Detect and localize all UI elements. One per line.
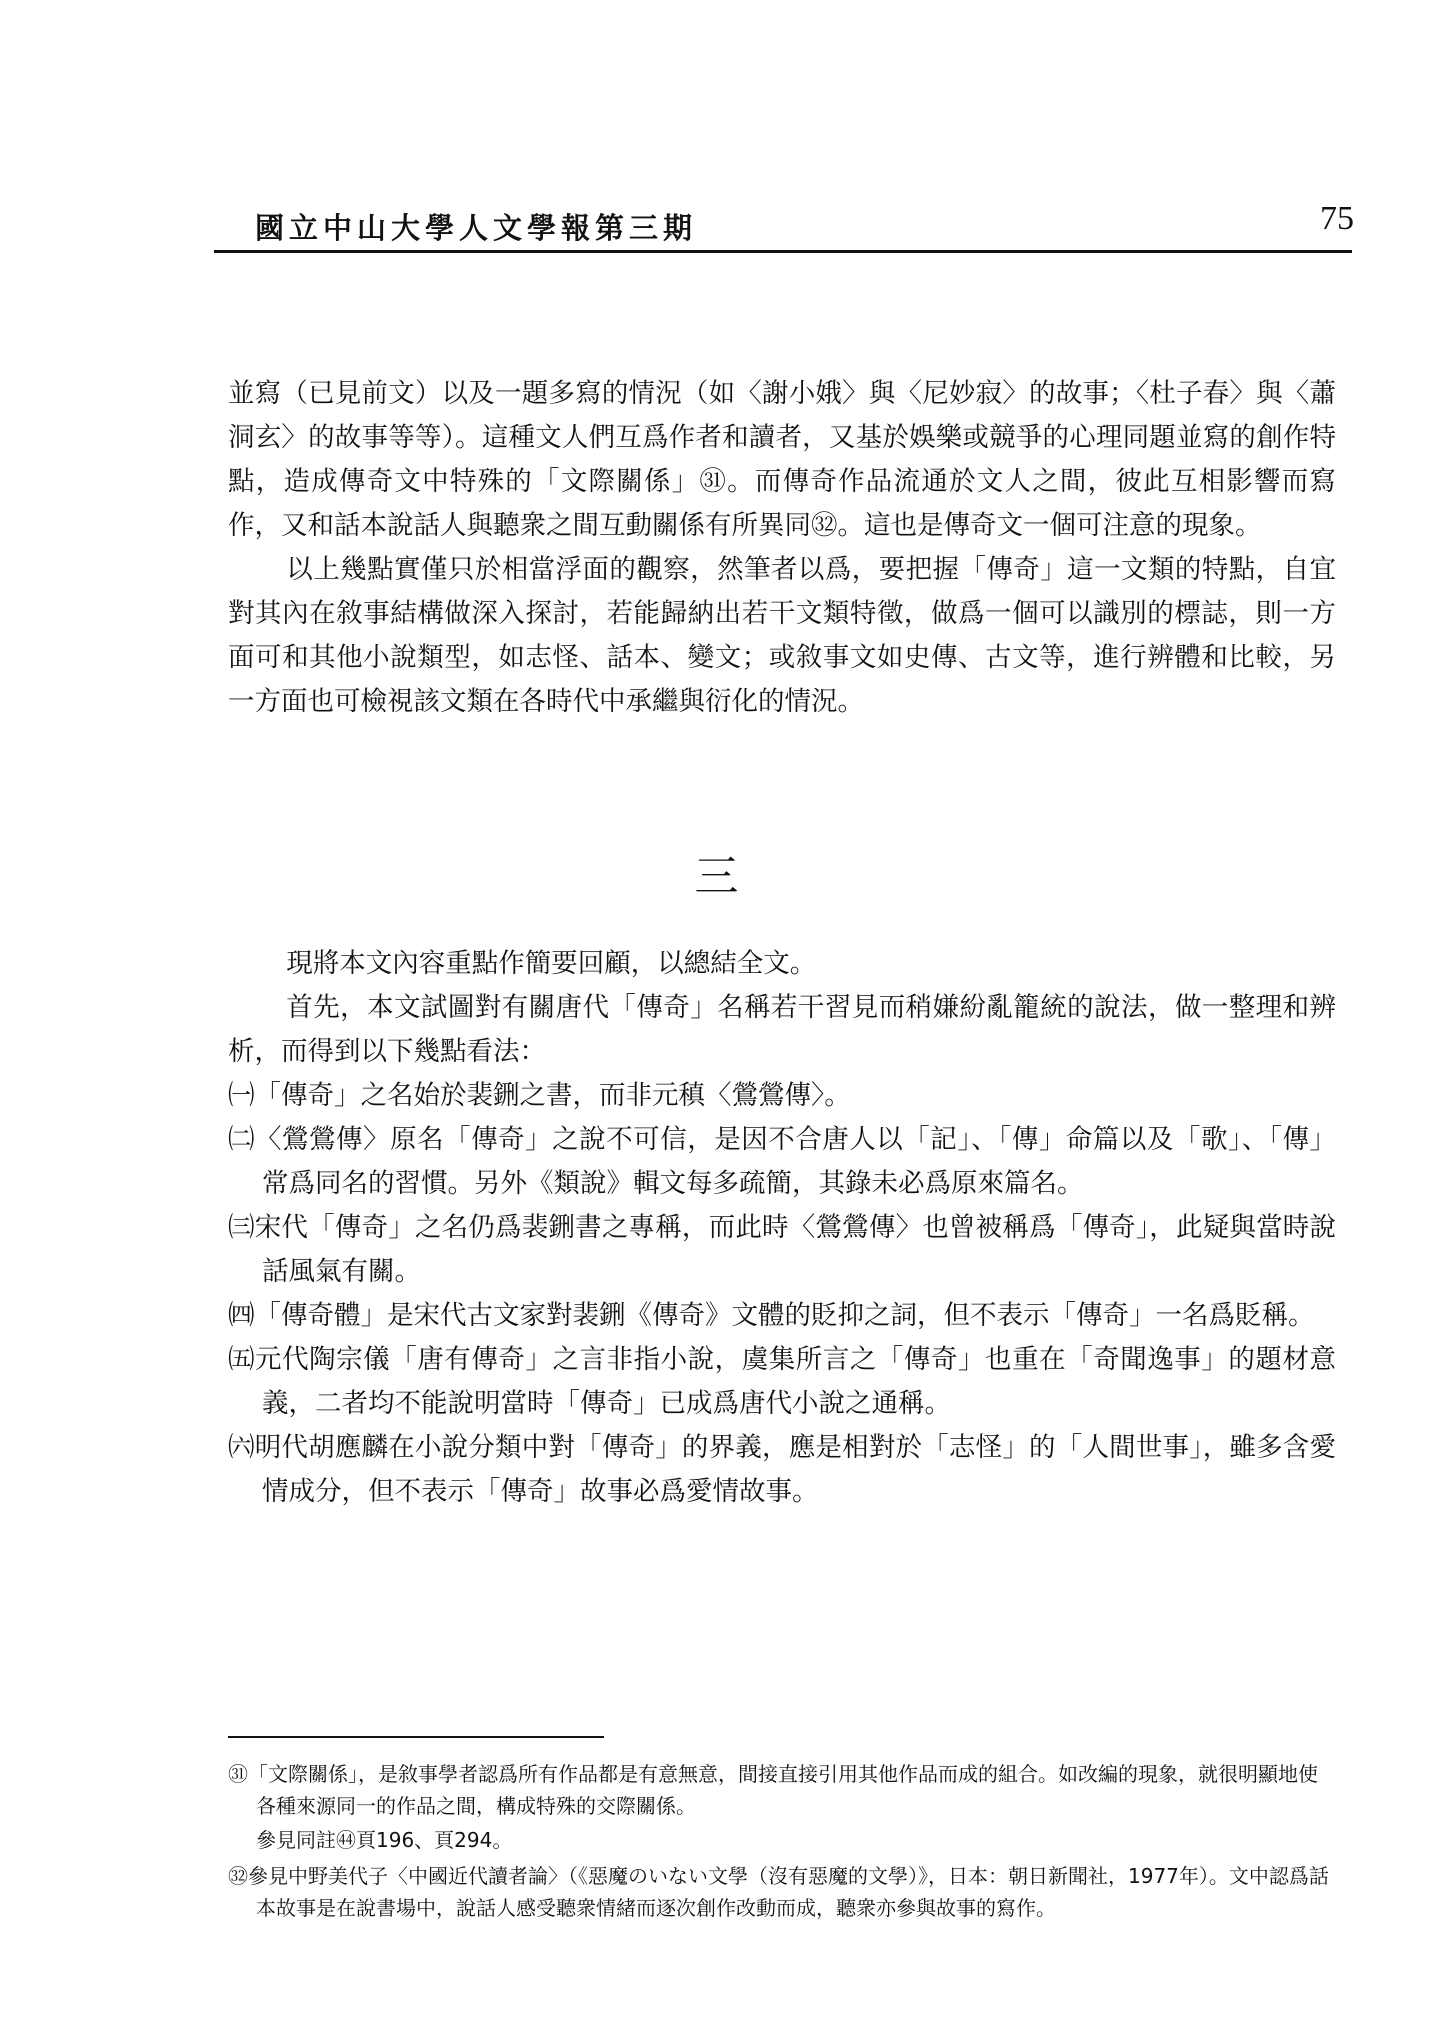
footnotes bbox=[228, 1758, 1336, 1926]
footnote-rule bbox=[228, 1736, 604, 1738]
list-item-3: ㈢宋代「傳奇」之名仍爲裴鉶書之專稱，而此時〈鶯鶯傳〉也曾被稱爲「傳奇」，此疑與當時說話風氣有關。 bbox=[228, 1212, 1336, 1287]
list-item-1: ㈠「傳奇」之名始於裴鉶之書，而非元稹〈鶯鶯傳〉。 bbox=[228, 1080, 851, 1111]
conclusion-intro: 現將本文內容重點作簡要回顧，以總結全文。 bbox=[286, 948, 817, 979]
section-heading: 三 bbox=[694, 851, 739, 902]
footnote-52: ㉜參見中野美代子〈中國近代讀者論〉（《惡魔のいない文學（沒有惡魔的文學）》，日本：朝日新聞社，1977年）。文中認爲話本故事是在說書場中，說話人感受聽衆情緒而逐次創作改動而成，聽衆亦參與故事的寫作。 bbox=[228, 1864, 1329, 1920]
body-paragraph-1: 並寫（已見前文）以及一題多寫的情況（如〈謝小娥〉與〈尼妙寂〉的故事；〈杜子春〉與〈蕭洞玄〉的故事等等）。這種文人們互爲作者和讀者，又基於娛樂或競爭的心理同題並寫的創作特點，造成傳奇文中特殊的「文際關係」㉛。而傳奇作品流通於文人之間，彼此互相影響而寫作，又和話本說話人與聽衆之間互動關係有所異同㉜。這也是傳奇文一個可注意的現象。 bbox=[228, 378, 1336, 541]
footnote-51-reference: 參見同註㊹頁196、頁294。 bbox=[256, 1828, 513, 1852]
journal-title: 國立中山大學人文學報第三期 bbox=[255, 211, 698, 245]
footnote-51: ㉛「文際關係」，是敘事學者認爲所有作品都是有意無意，間接直接引用其他作品而成的組合。如改編的現象，就很明顯地使各種來源同一的作品之間，構成特殊的交際關係。 bbox=[228, 1762, 1318, 1818]
conclusion-lead: 首先，本文試圖對有關唐代「傳奇」名稱若干習見而稍嫌紛亂籠統的說法，做一整理和辨析，而得到以下幾點看法： bbox=[228, 992, 1336, 1067]
list-item-6: ㈥明代胡應麟在小說分類中對「傳奇」的界義，應是相對於「志怪」的「人間世事」，雖多含愛情成分，但不表示「傳奇」故事必爲愛情故事。 bbox=[228, 1432, 1336, 1507]
list-item-2: ㈡〈鶯鶯傳〉原名「傳奇」之說不可信，是因不合唐人以「記」、「傳」命篇以及「歌」、「傳」常爲同名的習慣。另外《類說》輯文每多疏簡，其錄未必爲原來篇名。 bbox=[228, 1124, 1336, 1199]
conclusion-text bbox=[228, 942, 1336, 1514]
body-text bbox=[228, 372, 1336, 724]
list-item-5: ㈤元代陶宗儀「唐有傳奇」之言非指小說，虞集所言之「傳奇」也重在「奇聞逸事」的題材意義，二者均不能說明當時「傳奇」已成爲唐代小說之通稱。 bbox=[228, 1344, 1336, 1419]
page-number: 75 bbox=[1320, 200, 1354, 237]
list-item-4: ㈣「傳奇體」是宋代古文家對裴鉶《傳奇》文體的貶抑之詞，但不表示「傳奇」一名爲貶稱。 bbox=[228, 1300, 1315, 1331]
body-paragraph-2: 以上幾點實僅只於相當浮面的觀察，然筆者以爲，要把握「傳奇」這一文類的特點，自宜對其內在敘事結構做深入探討，若能歸納出若干文類特徵，做爲一個可以識別的標誌，則一方面可和其他小說類型，如志怪、話本、變文；或敘事文如史傳、古文等，進行辨體和比較，另一方面也可檢視該文類在各時代中承繼與衍化的情況。 bbox=[228, 554, 1336, 717]
header-rule bbox=[214, 250, 1352, 253]
